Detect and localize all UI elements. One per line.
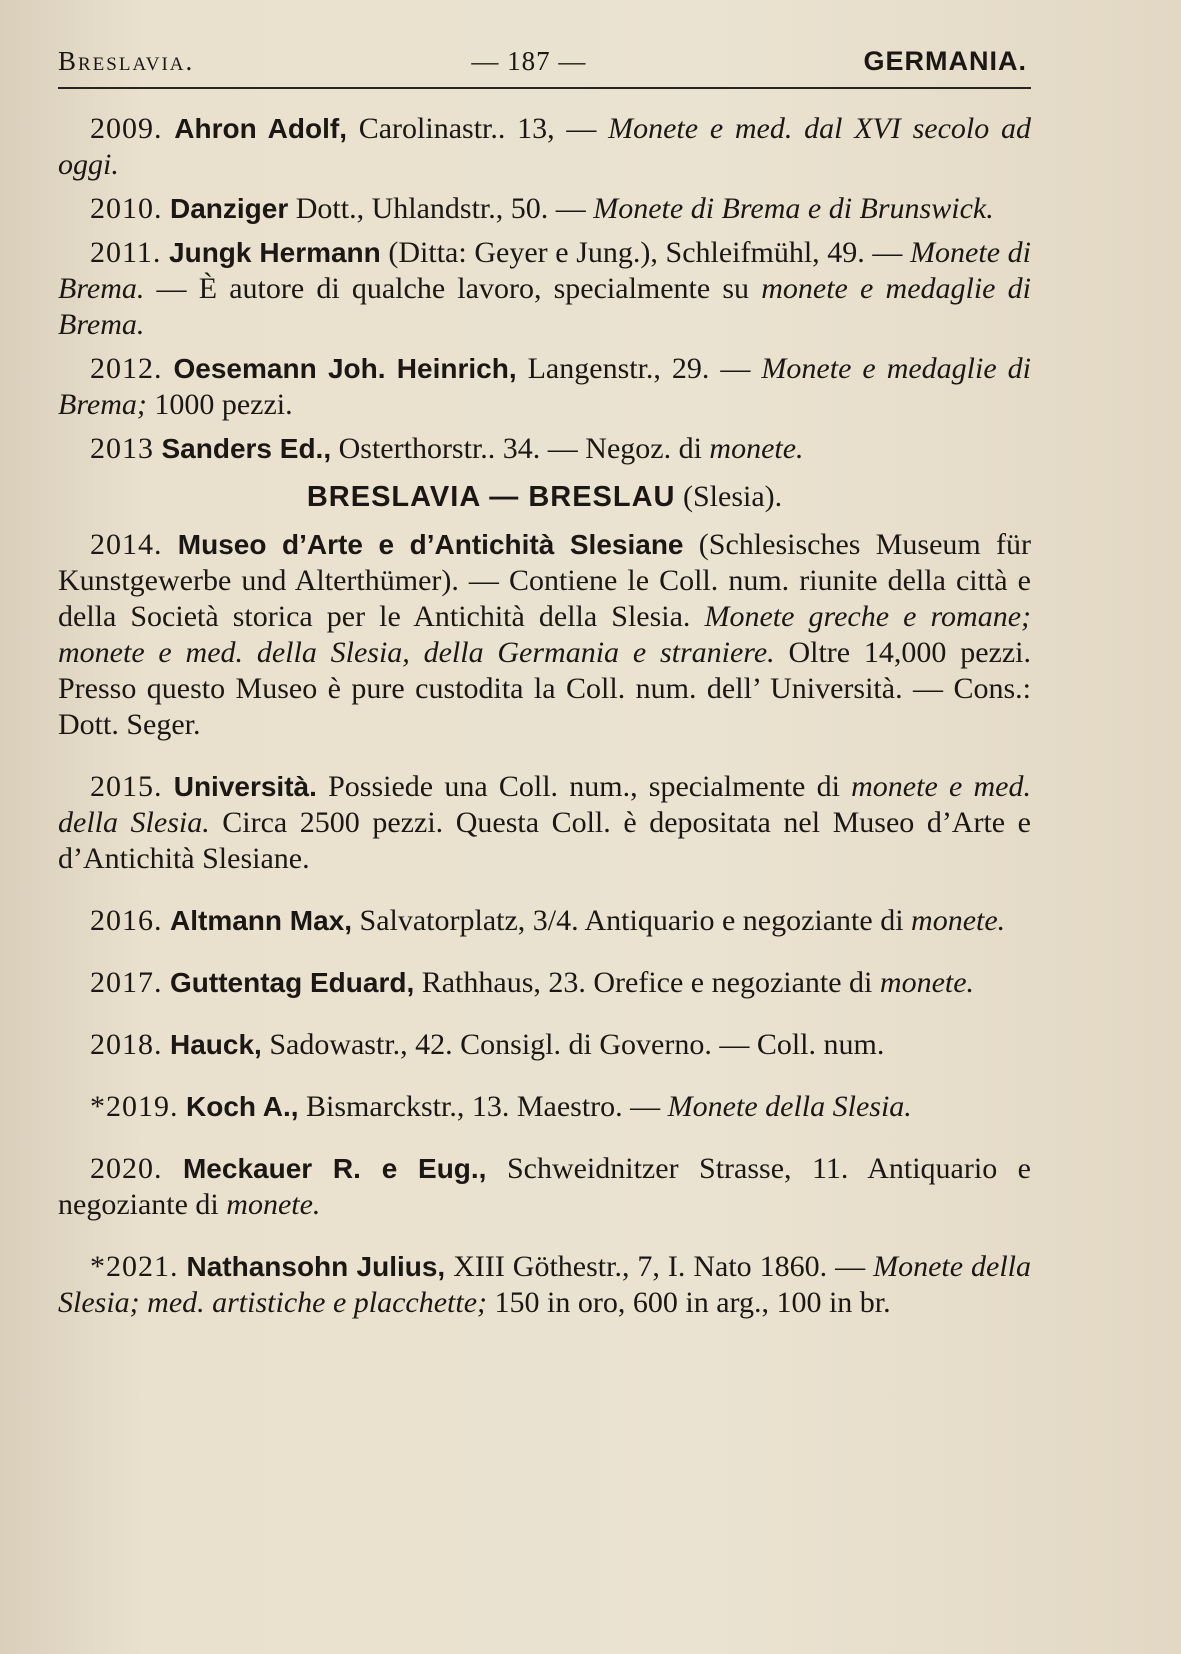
entry-address: Osterthorstr.. 34. — Negoz. di <box>331 432 710 465</box>
entry-number: 2012. <box>90 352 163 385</box>
entry-notes: 1000 pezzi. <box>146 388 293 421</box>
entry-name: Guttentag Eduard, <box>170 967 415 998</box>
directory-entry-2017 <box>58 965 1031 1001</box>
entry-address: Possiede una Coll. num., specialmente di <box>316 770 852 803</box>
entry-name: Koch A., <box>186 1091 299 1122</box>
entry-name: Nathansohn Julius, <box>186 1251 446 1282</box>
entry-number: 2016. <box>90 904 163 937</box>
entry-collection: monete. <box>911 904 1006 937</box>
directory-entry-2014 <box>58 527 1031 743</box>
entry-number: *2021. <box>90 1250 179 1283</box>
entry-name: Hauck, <box>170 1029 262 1060</box>
directory-entry-2015 <box>58 769 1031 877</box>
entry-name: Altmann Max, <box>170 905 353 936</box>
entry-collection: monete. <box>879 966 975 999</box>
entry-collection: Monete e med. dal XVI secolo ad oggi. <box>58 112 1031 181</box>
entry-collection: Monete della Slesia; med. artistiche e placchette; <box>58 1250 1032 1319</box>
entry-number: *2019. <box>90 1090 179 1123</box>
entry-name: Museo d’Arte e d’Antichità Slesiane <box>177 529 684 560</box>
entry-number: 2017. <box>90 966 163 999</box>
directory-entry-2016 <box>58 903 1031 939</box>
entry-address: (Ditta: Geyer e Jung.), Schleifmühl, 49. — <box>380 236 911 269</box>
entry-address: Schweidnitzer Strasse, 11. Antiquario e negoziante di <box>58 1152 1031 1221</box>
entry-address: Langenstr., 29. — <box>516 352 762 385</box>
running-head-city: Breslavia. <box>58 46 195 76</box>
entry-address: XIII Göthestr., 7, I. Nato 1860. — <box>445 1250 874 1283</box>
entry-collection: Monete della Slesia. <box>667 1090 912 1123</box>
entry-address: Rathhaus, 23. Orefice e negoziante di <box>414 966 880 999</box>
entry-collection: monete e med. della Slesia. <box>58 770 1031 839</box>
entry-collection-extra: monete e medaglie di Brema. <box>58 272 1031 341</box>
entry-collection: Monete e medaglie di Brema; <box>58 352 1031 421</box>
entry-address: Dott., Uhlandstr., 50. — <box>288 192 594 225</box>
running-head <box>58 38 1031 89</box>
entry-notes: Oltre 14,000 pezzi. Presso questo Museo è pure custodita la Coll. num. dell’ Università. — Cons.: Dott. Seger. <box>58 636 1032 741</box>
entry-address: Sadowastr., 42. Consigl. di Governo. — Coll. num. <box>261 1028 885 1061</box>
entry-number: 2014. <box>90 528 163 561</box>
entry-collection: Monete greche e romane; monete e med. della Slesia, della Germania e straniere. <box>58 600 1032 669</box>
directory-entry-2009 <box>58 111 1031 183</box>
city-heading-main: BRESLAVIA — BRESLAU <box>306 481 676 513</box>
entry-number: 2011. <box>90 236 162 269</box>
entry-number: 2010. <box>90 192 163 225</box>
entry-collection: Monete di Brema e di Brunswick. <box>593 192 994 225</box>
entry-address: Salvatorplatz, 3/4. Antiquario e negoziante di <box>352 904 912 937</box>
entry-number: 2013 <box>90 432 154 465</box>
entry-notes: Circa 2500 pezzi. Questa Coll. è depositata nel Museo d’Arte e d’Antichità Slesiane. <box>58 806 1031 875</box>
entry-collection: monete. <box>226 1188 321 1221</box>
entry-address: Bismarckstr., 13. Maestro. — <box>298 1090 668 1123</box>
entry-number: 2009. <box>90 112 163 145</box>
entry-notes: 150 in oro, 600 in arg., 100 in br. <box>487 1286 891 1319</box>
entry-address: Carolinastr.. 13, — <box>346 112 609 145</box>
page-body <box>58 89 1031 1321</box>
directory-entry-2013 <box>58 431 1031 467</box>
entry-name: Sanders Ed., <box>161 433 332 464</box>
entry-name: Università. <box>173 771 317 802</box>
directory-entry-2018 <box>58 1027 1031 1063</box>
entry-name: Jungk Hermann <box>169 237 381 268</box>
entry-address: (Schlesisches Museum für Kunstgewerbe und Alterthümer). — Contiene le Coll. num. riunite della città e della Società storica per le Antichità della Slesia. <box>58 528 1031 633</box>
directory-entry-2012 <box>58 351 1031 423</box>
entry-name: Meckauer R. e Eug., <box>182 1153 487 1184</box>
entry-notes: — È autore di qualche lavoro, specialmente su <box>144 272 762 305</box>
running-head-country: GERMANIA. <box>863 46 1027 76</box>
city-heading-region: (Slesia). <box>675 480 783 513</box>
entry-name: Oesemann Joh. Heinrich, <box>173 353 517 384</box>
directory-entry-2021 <box>58 1249 1031 1321</box>
directory-entry-2019 <box>58 1089 1031 1125</box>
entry-collection: monete. <box>709 432 804 465</box>
directory-entry-2020 <box>58 1151 1031 1223</box>
entry-number: 2020. <box>90 1152 163 1185</box>
entry-number: 2018. <box>90 1028 163 1061</box>
directory-entry-2010 <box>58 191 1031 227</box>
entry-number: 2015. <box>90 770 163 803</box>
entry-name: Danziger <box>170 193 289 224</box>
entry-collection: Monete di Brema. <box>58 236 1031 305</box>
page-number: — 187 — <box>471 46 587 76</box>
directory-entry-2011 <box>58 235 1031 343</box>
city-section-heading <box>58 479 1031 515</box>
entry-name: Ahron Adolf, <box>174 113 347 144</box>
